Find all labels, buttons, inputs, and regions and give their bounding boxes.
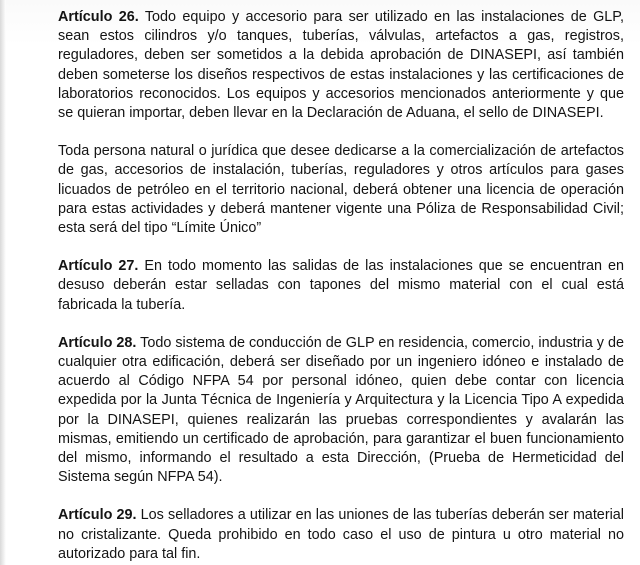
article-26-paragraph: [58, 8, 624, 123]
article-26-text: Todo equipo y accesorio para ser utilizado en las instalaciones de GLP, sean estos cilindros y/o tanques, tuberías, válvulas, artefactos a gas, registros, reguladores, deben ser sometidos a la debida aprobación de DINASEPI, así también deben someterse los diseños respectivos de estas instalaciones y las certificaciones de laboratorios reconocidos. Los equipos y accesorios mencionados anteriormente y que se quieran importar, deben llevar en la Declaración de Aduana, el sello de DINASEPI.: [58, 9, 625, 122]
licensing-paragraph: [58, 142, 624, 238]
article-29-paragraph: [58, 506, 624, 564]
article-28-paragraph: [58, 334, 624, 488]
article-26-heading: Artículo 26.: [58, 9, 139, 25]
article-28-heading: Artículo 28.: [58, 334, 137, 351]
article-29-heading: Artículo 29.: [58, 507, 137, 524]
page-shadow-edge: [0, 0, 6, 565]
article-27-heading: Artículo 27.: [58, 258, 139, 275]
article-29-text: Los selladores a utilizar en las uniones de las tuberías deberán ser material no cristalizante. Queda prohibido en todo caso el uso de pintura u otro material no autorizado para tal fin.: [58, 507, 625, 562]
article-27-paragraph: [58, 257, 624, 315]
document-body: [58, 8, 624, 564]
article-27-text: En todo momento las salidas de las instalaciones que se encuentran en desuso deberán estar selladas con tapones del mismo material con el cual está fabricada la tubería.: [58, 258, 624, 313]
licensing-text: Toda persona natural o jurídica que desee dedicarse a la comercialización de artefactos de gas, accesorios de instalación, tuberías, reguladores y otros artículos para gases licuados de petróleo en el territorio nacional, deberá obtener una licencia de operación para estas actividades y deberá mantener vigente una Póliza de Responsabilidad Civil; esta será del tipo “Límite Único”: [58, 143, 624, 237]
article-28-text: Todo sistema de conducción de GLP en residencia, comercio, industria y de cualquier otra edificación, deberá ser diseñado por un ingeniero idóneo e instalado de acuerdo al Código NFPA 54 por personal idóneo, quien debe contar con licencia expedida por la Junta Técnica de Ingeniería y Arquitectura y la Licencia Tipo A expedida por la DINASEPI, quienes realizarán las pruebas correspondientes y avalarán las mismas, emitiendo un certificado de aprobación, para garantizar el buen funcionamiento del mismo, informando el resultado a esta Dirección, (Prueba de Hermeticidad del Sistema según NFPA 54).: [58, 334, 624, 486]
